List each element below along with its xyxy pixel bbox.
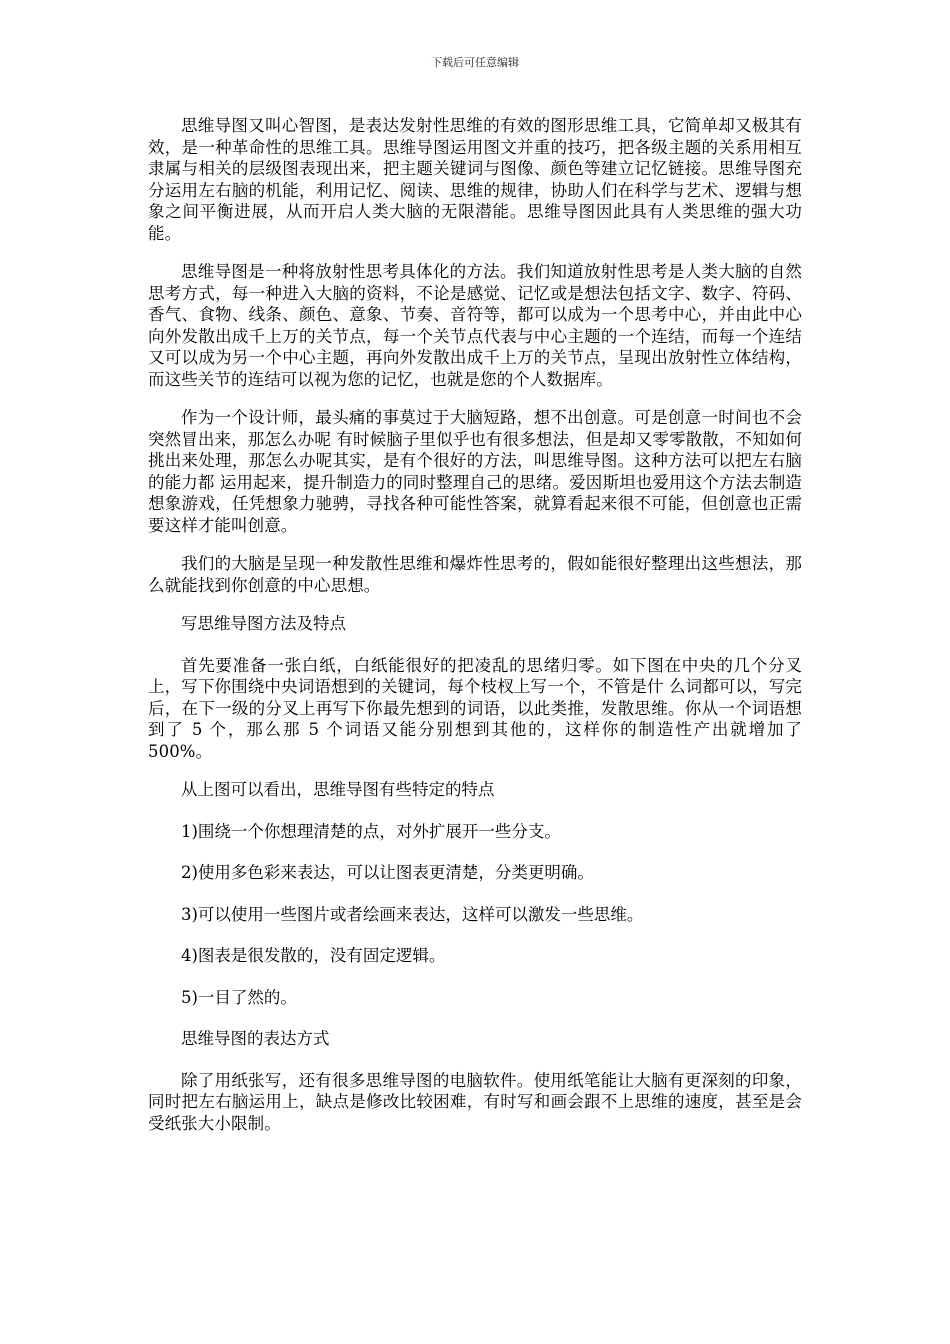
feature-item: 3)可以使用一些图片或者绘画来表达，这样可以激发一些思维。 <box>181 904 644 924</box>
designer-creativity-paragraph: 作为一个设计师，最头痛的事莫过于大脑短路，想不出创意。可是创意一时间也不会突然冒出来，那怎么办呢 有时候脑子里似乎也有很多想法，但是却又零零散散，不知如何挑出来处理，那怎么办呢其实，是有个很好的方法，叫思维导图。这种方法可以把左右脑的能力都 运用起来，提升制造力的同时整理自己的思绪。爱因斯坦也爱用这个方法去制造想象游戏，任凭想象力驰骋，寻找各种可能性答案，就算看起来很不可能，但创意也正需要这样才能叫创意。 <box>148 408 802 535</box>
page-header: 下载后可任意编辑 <box>431 56 519 69</box>
method-paragraph: 首先要准备一张白纸，白纸能很好的把凌乱的思绪归零。如下图在中央的几个分叉上，写下你围绕中央词语想到的关键词，每个枝杈上写一个，不管是什 么词都可以，写完后，在下一级的分叉上再写下你最先想到的词语，以此类推，发散思维。你从一个词语想到了 5 个，那么那 5 个词语又能分别想到其他的，这样你的制造性产出就增加了 500%。 <box>148 655 802 761</box>
section-heading-method: 写思维导图方法及特点 <box>181 614 346 633</box>
feature-item: 1)围绕一个你想理清楚的点，对外扩展开一些分支。 <box>181 821 561 841</box>
feature-item: 2)使用多色彩来表达，可以让图表更清楚，分类更明确。 <box>181 863 594 882</box>
brain-divergence-paragraph: 我们的大脑是呈现一种发散性思维和爆炸性思考的，假如能很好整理出这些想法，那么就能找到你创意的中心思想。 <box>148 554 802 595</box>
intro-paragraph: 思维导图又叫心智图，是表达发射性思维的有效的图形思维工具，它简单却又极其有效，是一种革命性的思维工具。思维导图运用图文并重的技巧，把各级主题的关系用相互隶属与相关的层级图表现出来，把主题关键词与图像、颜色等建立记忆链接。思维导图充分运用左右脑的机能，利用记忆、阅读、思维的规律，协助人们在科学与艺术、逻辑与想象之间平衡进展，从而开启人类大脑的无限潜能。思维导图因此具有人类思维的强大功能。 <box>148 116 802 243</box>
features-intro: 从上图可以看出，思维导图有些特定的特点 <box>181 780 495 799</box>
radiant-thinking-paragraph: 思维导图是一种将放射性思考具体化的方法。我们知道放射性思考是人类大脑的自然思考方式，每一种进入大脑的资料，不论是感觉、记忆或是想法包括文字、数字、符码、香气、食物、线条、颜色、意象、节奏、音符等，都可以成为一个思考中心，并由此中心向外发散出成千上万的关节点，每一个关节点代表与中心主题的一个连结，而每一个连结又可以成为另一个中心主题，再向外发散出成千上万的关节点，呈现出放射性立体结构，而这些关节的连结可以视为您的记忆，也就是您的个人数据库。 <box>148 262 802 389</box>
feature-item: 4)图表是很发散的，没有固定逻辑。 <box>181 946 446 965</box>
expression-paragraph: 除了用纸张写，还有很多思维导图的电脑软件。使用纸笔能让大脑有更深刻的印象，同时把左右脑运用上，缺点是修改比较困难，有时写和画会跟不上思维的速度，甚至是会受纸张大小限制。 <box>148 1070 802 1133</box>
feature-item: 5)一目了然的。 <box>181 987 297 1007</box>
section-heading-expression: 思维导图的表达方式 <box>181 1029 330 1048</box>
document-body <box>148 115 802 1151</box>
